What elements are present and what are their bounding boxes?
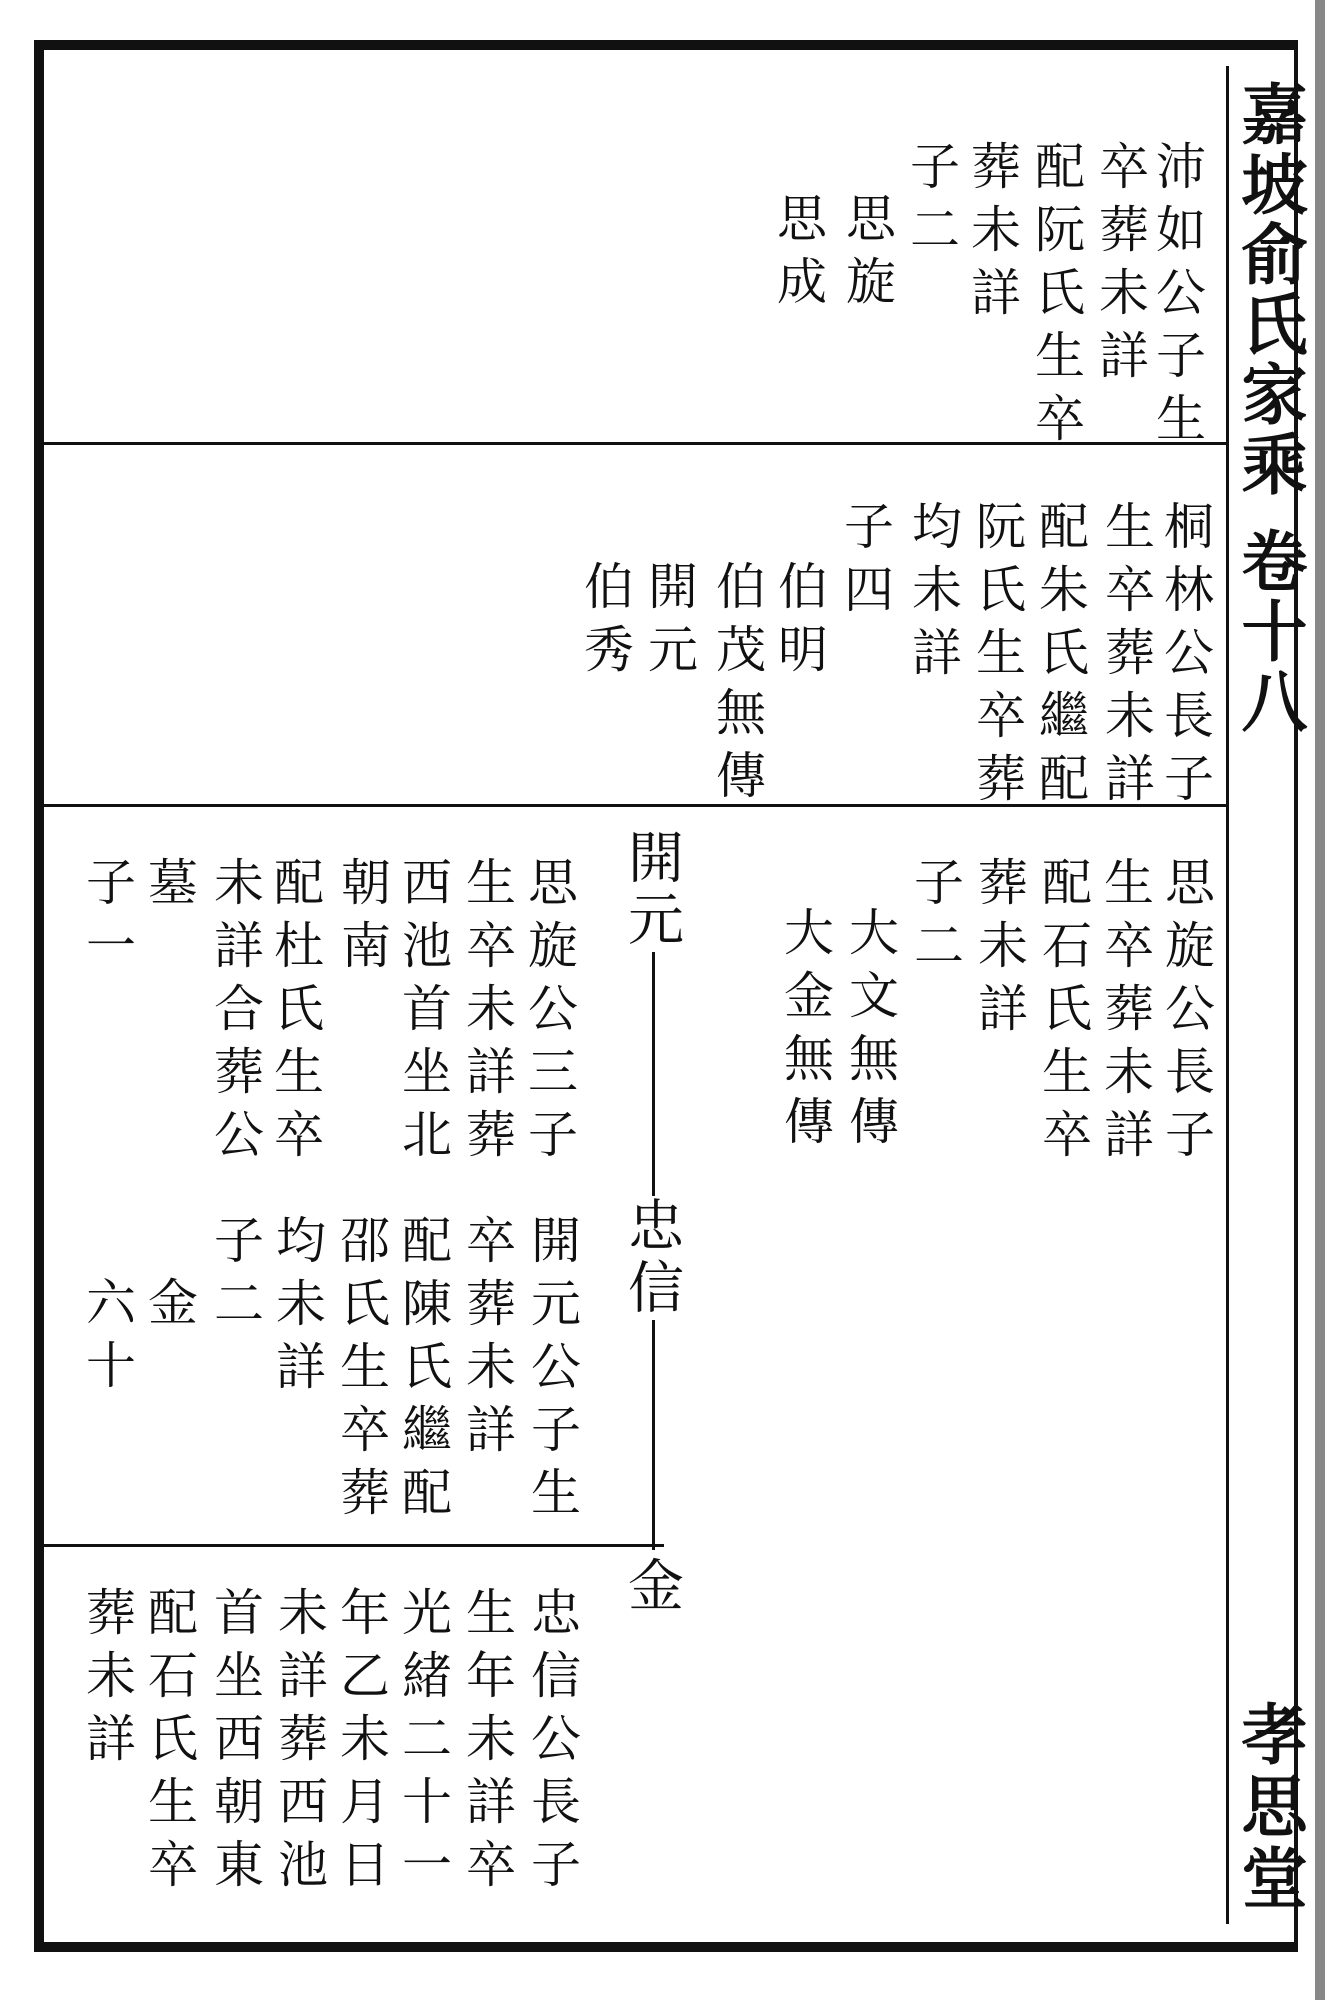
entry-column: 邵氏生卒葬 [332, 1214, 390, 1529]
margin-divider [1226, 66, 1229, 1924]
entry-column: 生卒葬未詳 [1096, 856, 1154, 1171]
entry-column: 配陳氏繼配 [394, 1214, 452, 1529]
entry-column: 葬未詳 [970, 856, 1028, 1045]
entry-column: 配石氏生卒 [1034, 856, 1092, 1171]
entry-column: 桐林公長子 [1156, 500, 1214, 815]
entry-column: 沛如公子生 [1148, 140, 1206, 455]
entry-column: 卒葬未詳 [1091, 140, 1149, 392]
entry-column: 墓 [140, 856, 198, 919]
entry-column: 卒葬未詳 [458, 1214, 516, 1466]
lineage-node: 開元 [619, 828, 684, 952]
entry-column: 配朱氏繼配 [1031, 500, 1089, 815]
entry-column: 年乙未月日 [332, 1586, 390, 1901]
entry-column: 西池首坐北 [394, 856, 452, 1171]
entry-column: 開元公子生 [523, 1214, 581, 1529]
entry-column: 子二 [206, 1214, 264, 1340]
entry-column: 均未詳 [904, 500, 962, 689]
entry-column: 生卒未詳葬 [458, 856, 516, 1171]
entry-column: 大文無傳 [841, 906, 899, 1158]
entry-column: 忠信公長子 [523, 1586, 581, 1901]
entry-column: 六十 [78, 1276, 136, 1402]
entry-column: 開元 [640, 560, 698, 686]
entry-column: 伯秀 [576, 560, 634, 686]
entry-column: 思旋公長子 [1157, 856, 1215, 1171]
page-edge [1315, 0, 1325, 2000]
entry-column: 金 [140, 1276, 198, 1339]
entry-column: 光緒二十一 [394, 1586, 452, 1901]
entry-column: 首坐西朝東 [206, 1586, 264, 1901]
entry-column: 配阮氏生卒 [1027, 140, 1085, 455]
entry-column: 子二 [906, 856, 964, 982]
entry-column: 思旋公三子 [520, 856, 578, 1171]
entry-column: 葬未詳 [963, 140, 1021, 329]
section-divider [44, 1544, 664, 1547]
entry-column: 子四 [836, 500, 894, 626]
entry-column: 思旋 [838, 192, 896, 318]
entry-column: 子一 [78, 856, 136, 982]
entry-column: 未詳合葬公 [206, 856, 264, 1171]
entry-column: 朝南 [333, 856, 391, 982]
lineage-node: 忠信 [619, 1196, 684, 1320]
entry-column: 阮氏生卒葬 [968, 500, 1026, 815]
entry-column: 葬未詳 [78, 1586, 136, 1775]
entry-column: 配杜氏生卒 [266, 856, 324, 1171]
margin-hall-name: 孝思堂 [1230, 1700, 1308, 1916]
entry-column: 思成 [769, 192, 827, 318]
entry-column: 均未詳 [268, 1214, 326, 1403]
entry-column: 伯茂無傳 [708, 560, 766, 812]
entry-column: 子二 [902, 140, 960, 266]
entry-column: 配石氏生卒 [140, 1586, 198, 1901]
lineage-node: 金 [619, 1556, 684, 1618]
entry-column: 伯明 [770, 560, 828, 686]
entry-column: 大金無傳 [776, 906, 834, 1158]
entry-column: 生卒葬未詳 [1097, 500, 1155, 815]
margin-book-title: 嘉坡俞氏家乘 卷十八 [1230, 80, 1308, 737]
entry-column: 未詳葬西池 [270, 1586, 328, 1901]
entry-column: 生年未詳卒 [458, 1586, 516, 1901]
